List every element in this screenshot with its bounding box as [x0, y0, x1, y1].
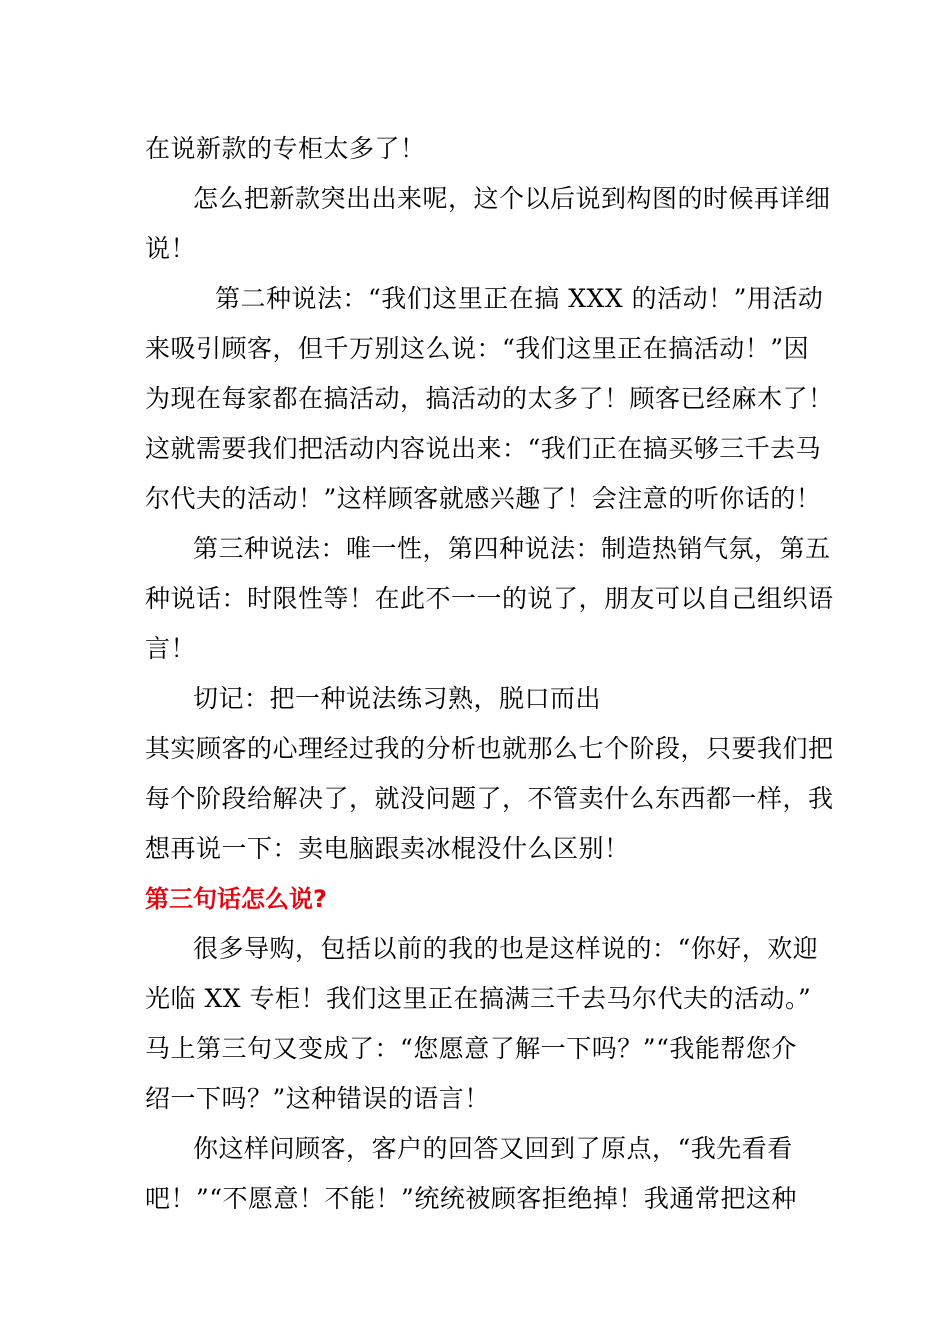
paragraph-first-line: 很多导购，包括以前的我的也是这样说的：“你好，欢迎	[193, 934, 819, 963]
text-line: 马上第三句又变成了：“您愿意了解一下吗？”“我能帮您介	[145, 1034, 797, 1063]
text-line: 吧！”“不愿意！不能！”统统被顾客拒绝掉！我通常把这种	[145, 1184, 797, 1213]
paragraph-first-line: 怎么把新款突出出来呢，这个以后说到构图的时候再详细	[193, 184, 831, 213]
text-line: 这就需要我们把活动内容说出来：“我们正在搞买够三千去马	[145, 434, 822, 463]
text-line: 言！	[145, 634, 197, 663]
text-line: 在说新款的专柜太多了！	[145, 134, 426, 163]
text-line: 种说话：时限性等！在此不一一的说了，朋友可以自己组织语	[145, 584, 834, 613]
text-line: 光临 XX 专柜！我们这里正在搞满三千去马尔代夫的活动。”	[145, 984, 812, 1013]
text-line: 其实顾客的心理经过我的分析也就那么七个阶段，只要我们把	[145, 734, 834, 763]
text-line: 想再说一下：卖电脑跟卖冰棍没什么区别！	[145, 834, 630, 863]
text-line: 尔代夫的活动！”这样顾客就感兴趣了！会注意的听你话的！	[145, 484, 822, 513]
paragraph-first-line: 你这样问顾客，客户的回答又回到了原点，“我先看看	[193, 1134, 793, 1163]
paragraph-first-line: 第二种说法：“我们这里正在搞 XXX 的活动！”用活动	[215, 284, 824, 313]
text-line: 每个阶段给解决了，就没问题了，不管卖什么东西都一样，我	[145, 784, 834, 813]
paragraph-first-line: 第三种说法：唯一性，第四种说法：制造热销气氛，第五	[193, 534, 831, 563]
paragraph-first-line: 切记：把一种说法练习熟，脱口而出	[193, 684, 602, 713]
text-line: 说！	[145, 234, 197, 263]
text-line: 为现在每家都在搞活动，搞活动的太多了！顾客已经麻木了！	[145, 384, 834, 413]
text-line: 来吸引顾客，但千万别这么说：“我们这里正在搞活动！”因	[145, 334, 810, 363]
text-line: 绍一下吗？”这种错误的语言！	[145, 1084, 490, 1113]
section-heading: 第三句话怎么说?	[145, 885, 327, 913]
